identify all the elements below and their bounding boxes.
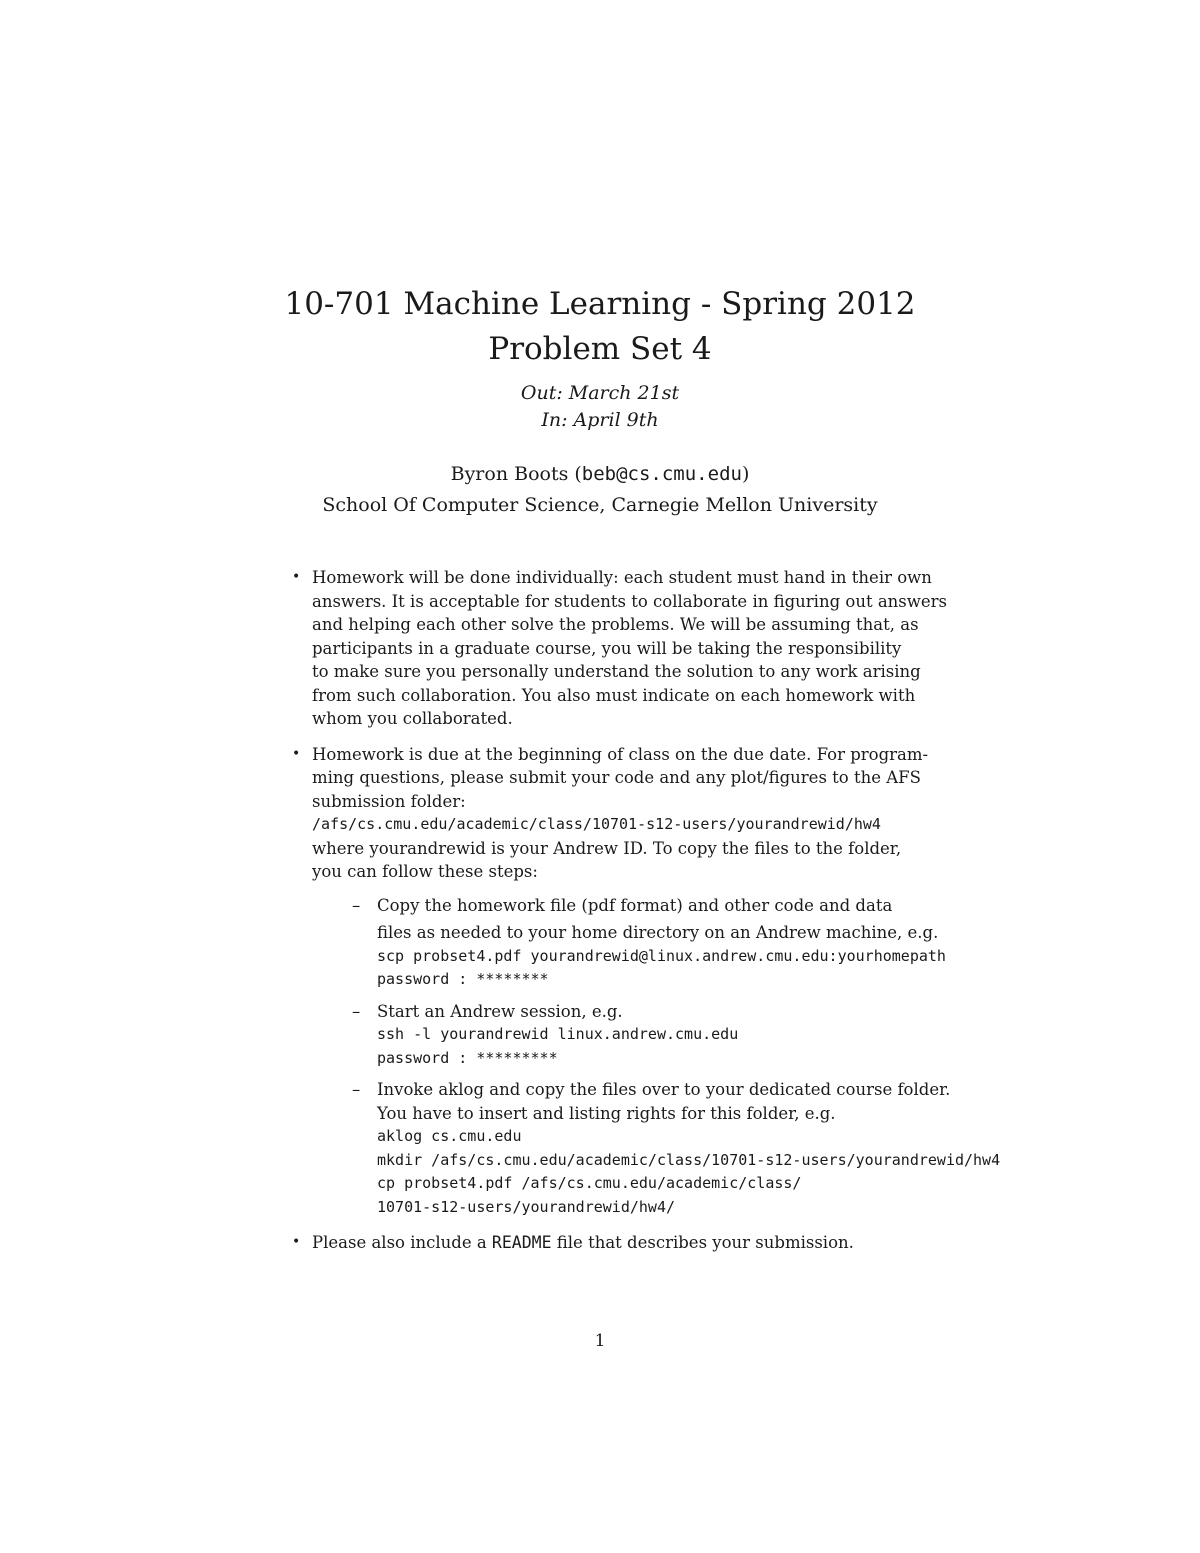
copy-steps bbox=[312, 894, 1070, 1220]
text-line: You have to insert and listing rights for this folder, e.g. bbox=[377, 1103, 836, 1123]
afs-path: /afs/cs.cmu.edu/academic/class/10701-s12-users/yourandrewid/hw4 bbox=[312, 815, 881, 833]
text-line: Homework will be done individually: each student must hand in their own bbox=[312, 568, 932, 587]
bullet-icon: • bbox=[292, 569, 301, 585]
bullet-submission bbox=[290, 743, 1070, 1220]
page-number: 1 bbox=[594, 1331, 606, 1351]
in-date: In: April 9th bbox=[541, 409, 659, 431]
out-date: Out: March 21st bbox=[520, 382, 680, 404]
author-email: beb@cs.cmu.edu bbox=[581, 463, 742, 485]
code-line: ssh -l yourandrewid linux.andrew.cmu.edu bbox=[377, 1025, 739, 1043]
dash-icon: – bbox=[352, 1080, 361, 1099]
bullet-readme bbox=[290, 1231, 1070, 1255]
code-line: mkdir /afs/cs.cmu.edu/academic/class/10701-s12-users/yourandrewid/hw4 bbox=[377, 1150, 1001, 1169]
readme-prefix: Please also include a bbox=[312, 1233, 492, 1252]
bullet-collaboration bbox=[290, 566, 1070, 731]
author-name-close: ) bbox=[741, 463, 750, 485]
text-line bbox=[312, 1231, 1070, 1255]
author-line bbox=[0, 461, 1200, 487]
code-line: scp probset4.pdf yourandrewid@linux.andrew.cmu.edu:yourhomepath bbox=[377, 946, 946, 965]
school-affiliation: School Of Computer Science, Carnegie Mellon University bbox=[322, 494, 878, 516]
text-line: participants in a graduate course, you will be taking the responsibility bbox=[312, 638, 902, 658]
problem-set-title: Problem Set 4 bbox=[488, 331, 712, 367]
text-line: files as needed to your home directory on an Andrew machine, e.g. bbox=[377, 923, 939, 942]
text-line: Homework is due at the beginning of class on the due date. For program- bbox=[312, 744, 929, 764]
course-title: 10-701 Machine Learning - Spring 2012 bbox=[284, 286, 916, 322]
bullet-icon: • bbox=[292, 745, 301, 762]
step-copy-files bbox=[312, 894, 1070, 992]
bullet-icon: • bbox=[292, 1234, 301, 1250]
code-line: password : ********* bbox=[377, 1048, 558, 1067]
text-line: to make sure you personally understand the solution to any work arising bbox=[312, 662, 921, 681]
text-line: submission folder: bbox=[312, 791, 466, 811]
text-line: answers. It is acceptable for students to collaborate in figuring out answers bbox=[312, 591, 947, 611]
readme-filename: README bbox=[491, 1233, 552, 1252]
text-line: you can follow these steps: bbox=[312, 862, 538, 881]
text-line: Invoke aklog and copy the files over to your dedicated course folder. bbox=[377, 1080, 951, 1099]
code-line: cp probset4.pdf /afs/cs.cmu.edu/academic/class/ bbox=[377, 1174, 802, 1192]
text-line: Copy the homework file (pdf format) and other code and data bbox=[377, 895, 893, 915]
instructions bbox=[290, 566, 1070, 1267]
code-line: password : ******** bbox=[377, 970, 549, 988]
step-invoke-aklog bbox=[312, 1078, 1070, 1219]
text-line: ming questions, please submit your code and any plot/figures to the AFS bbox=[312, 768, 921, 787]
text-line: from such collaboration. You also must indicate on each homework with bbox=[312, 685, 916, 705]
step-start-session bbox=[312, 1000, 1070, 1071]
code-line: 10701-s12-users/yourandrewid/hw4/ bbox=[377, 1197, 676, 1216]
dash-icon: – bbox=[352, 895, 361, 915]
text-line: and helping each other solve the problems. We will be assuming that, as bbox=[312, 615, 919, 634]
text-line: whom you collaborated. bbox=[312, 709, 513, 728]
author-name: Byron Boots ( bbox=[450, 463, 582, 485]
text-line: Start an Andrew session, e.g. bbox=[377, 1001, 623, 1021]
text-line: where yourandrewid is your Andrew ID. To copy the files to the folder, bbox=[312, 838, 902, 858]
dash-icon: – bbox=[352, 1001, 361, 1021]
code-line: aklog cs.cmu.edu bbox=[377, 1127, 522, 1145]
readme-suffix: file that describes your submission. bbox=[551, 1233, 854, 1252]
